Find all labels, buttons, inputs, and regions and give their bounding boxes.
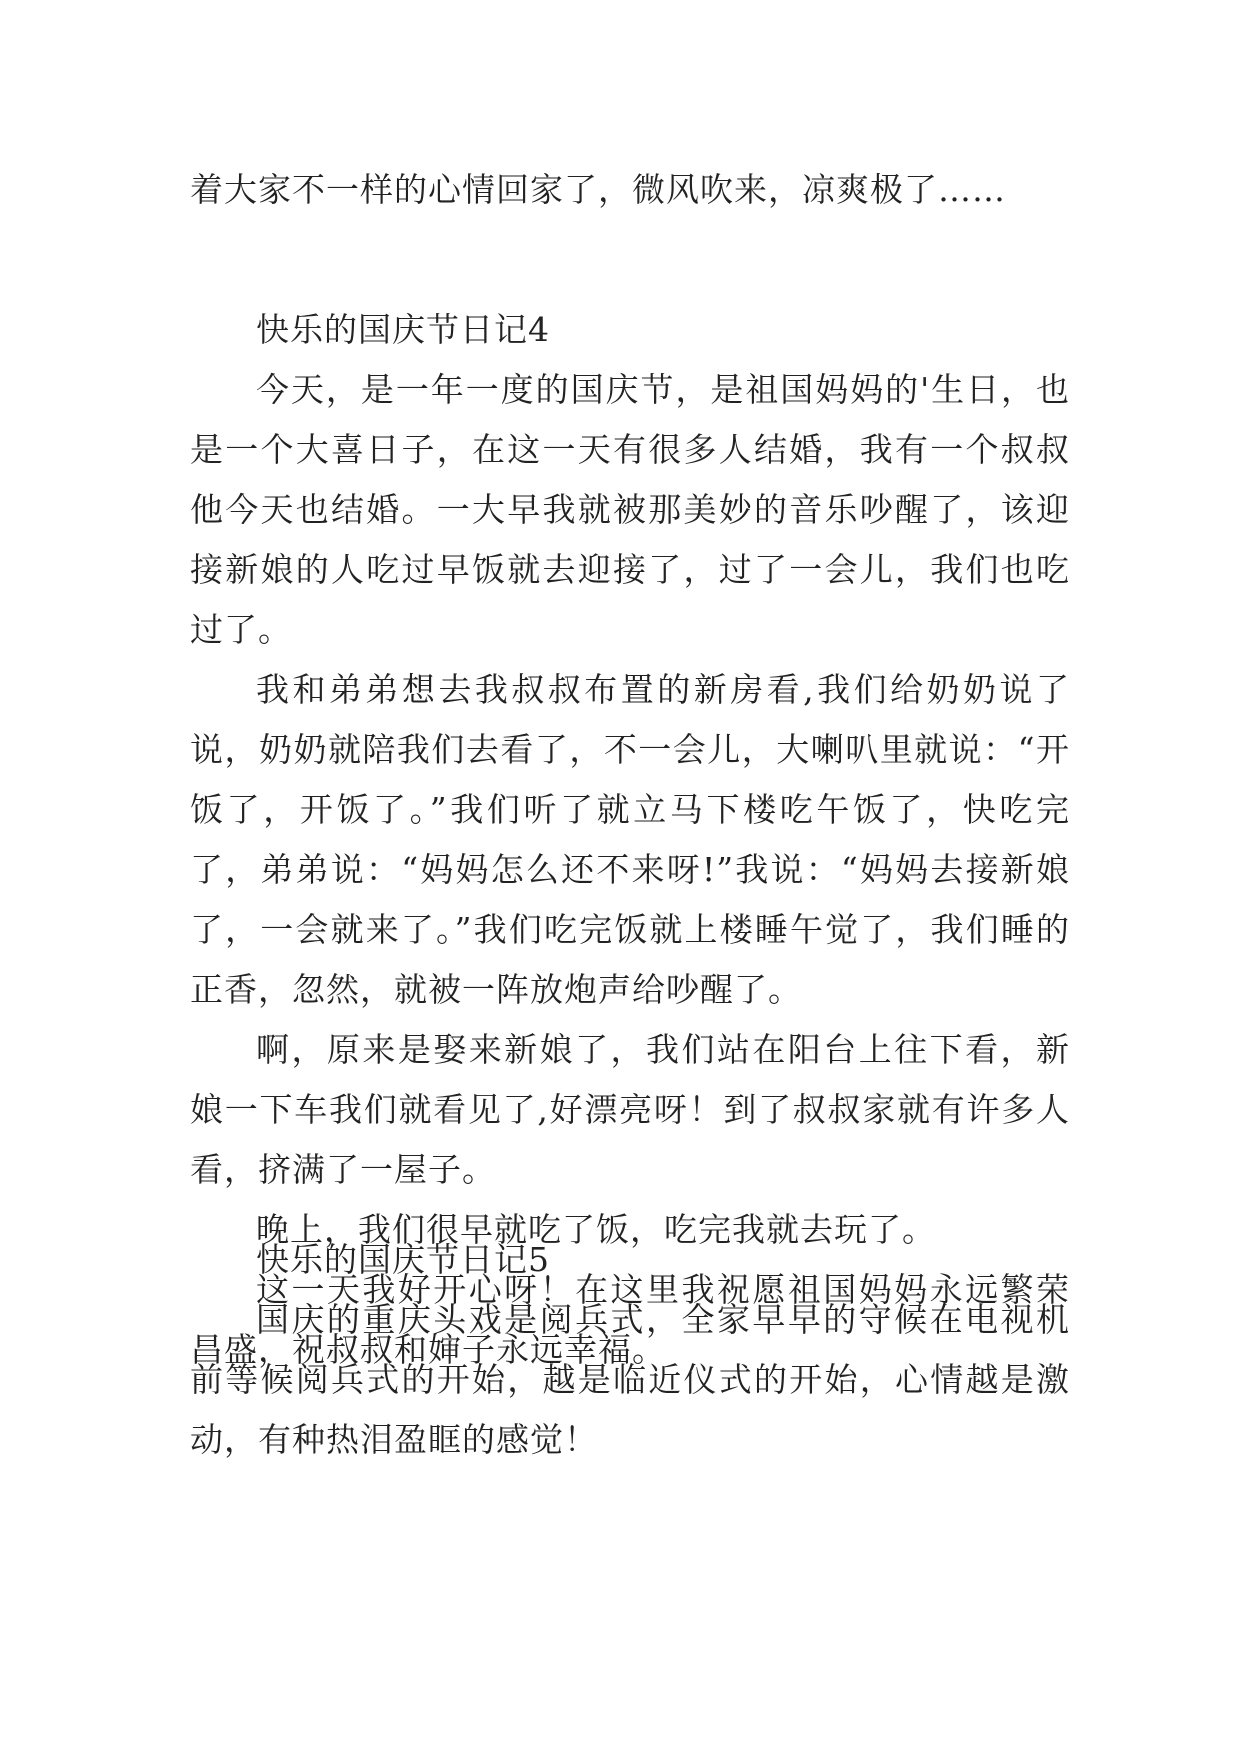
section-title-4: 快乐的国庆节日记4	[256, 310, 550, 349]
paragraph: 今天，是一年一度的国庆节，是祖国妈妈的'生日，也是一个大喜日子，在这一天有很多人结婚，我有一个叔叔他今天也结婚。一大早我就被那美妙的音乐吵醒了，该迎接新娘的人吃过早饭就去迎接了，过了一会儿，我们也吃过了。	[190, 370, 1070, 649]
paragraph-text: 着大家不一样的心情回家了，微风吹来，凉爽极了……	[190, 170, 1006, 209]
section-body-4	[190, 360, 1070, 1380]
paragraph: 啊，原来是娶来新娘了，我们站在阳台上往下看，新娘一下车我们就看见了,好漂亮呀！到了叔叔家就有许多人看，挤满了一屋子。	[190, 1030, 1070, 1189]
section-body-5	[190, 1290, 1070, 1470]
paragraph: 这一天我好开心呀！在这里我祝愿祖国妈妈永远繁荣昌盛，祝叔叔和婶子永远幸福。	[190, 1270, 1070, 1369]
section-title-5: 快乐的国庆节日记5	[256, 1240, 550, 1279]
paragraph: 我和弟弟想去我叔叔布置的新房看,我们给奶奶说了说，奶奶就陪我们去看了，不一会儿，大喇叭里就说：“开饭了，开饭了。”我们听了就立马下楼吃午饭了，快吃完了，弟弟说：“妈妈怎么还不来呀!”我说：“妈妈去接新娘了，一会就来了。”我们吃完饭就上楼睡午觉了，我们睡的正香，忽然，就被一阵放炮声给吵醒了。	[190, 670, 1070, 1009]
paragraph-intro-tail	[190, 160, 1070, 220]
paragraph: 国庆的重庆头戏是阅兵式，全家早早的守候在电视机前等候阅兵式的开始，越是临近仪式的开始，心情越是激动，有种热泪盈眶的感觉！	[190, 1300, 1070, 1459]
paragraph: 晚上，我们很早就吃了饭，吃完我就去玩了。	[256, 1210, 936, 1249]
